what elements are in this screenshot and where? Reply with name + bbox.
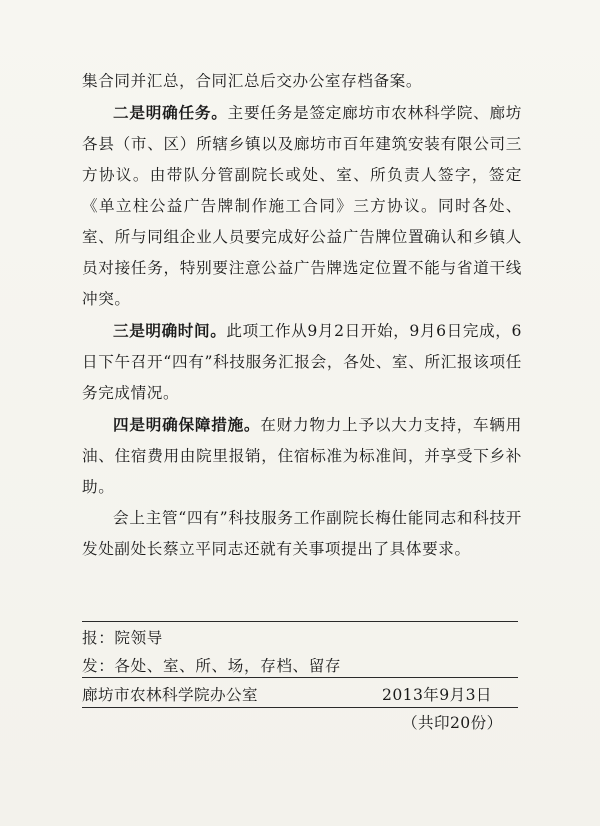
issue-date: 2013年9月3日 — [382, 686, 492, 704]
report-to-line: 报：院领导 — [82, 629, 163, 647]
paragraph-guarantee — [82, 409, 522, 503]
footer-rule-middle — [82, 677, 518, 678]
guarantee-text: 在财力物力上予以大力支持，车辆用油、住宿费用由院里报销，住宿标准为标准间，并享受下乡补助。 — [82, 416, 522, 496]
footer-rule-bottom — [82, 707, 518, 708]
distribute-to-line: 发：各处、室、所、场，存档、留存 — [82, 657, 342, 675]
task-heading: 二是明确任务。 — [113, 103, 228, 122]
issuing-office: 廊坊市农林科学院办公室 — [82, 686, 258, 704]
print-copies: （共印20份） — [402, 714, 503, 732]
guarantee-heading: 四是明确保障措施。 — [113, 415, 261, 434]
document-body — [82, 66, 522, 565]
time-heading: 三是明确时间。 — [113, 321, 227, 340]
footer-rule-top — [82, 621, 518, 622]
paragraph-task — [82, 97, 522, 315]
paragraph-contract-summary: 集合同并汇总，合同汇总后交办公室存档备案。 — [82, 72, 423, 90]
paragraph-requirements: 会上主管“四有”科技服务工作副院长梅仕能同志和科技开发处副处长蔡立平同志还就有关事项提出了具体要求。 — [82, 509, 522, 558]
time-text: 此项工作从9月2日开始，9月6日完成，6日下午召开“四有”科技服务汇报会，各处、室、所汇报该项任务完成情况。 — [82, 322, 522, 402]
paragraph-time — [82, 315, 522, 409]
task-text: 主要任务是签定廊坊市农林科学院、廊坊各县（市、区）所辖乡镇以及廊坊市百年建筑安装有限公司三方协议。由带队分管副院长或处、室、所负责人签字，签定《单立柱公益广告牌制作施工合同》三方协议。同时各处、室、所与同组企业人员要完成好公益广告牌位置确认和乡镇人员对接任务，特别要注意公益广告牌选定位置不能与省道干线冲突。 — [82, 104, 522, 308]
